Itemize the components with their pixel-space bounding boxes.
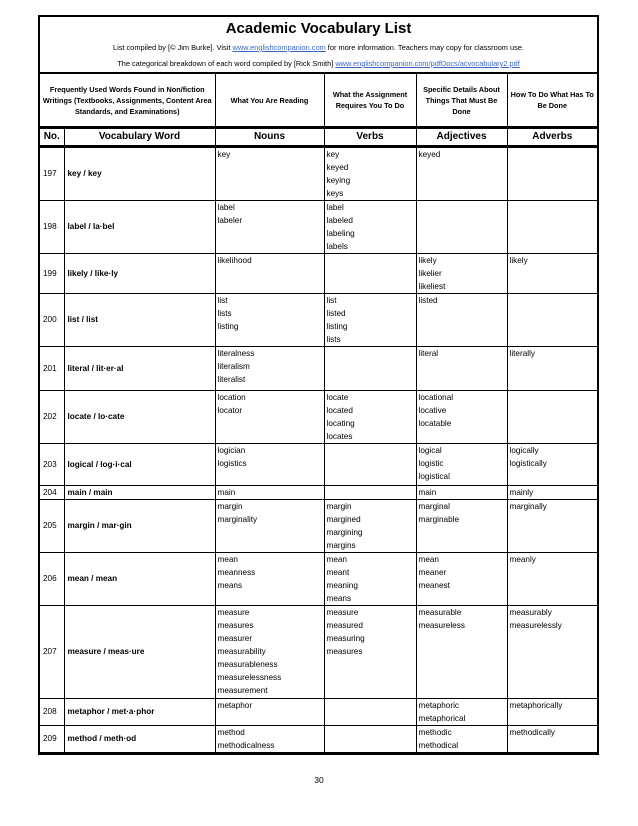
word-number: 208 [40,698,64,725]
noun-form: main [217,487,236,497]
adjectives-cell [416,390,507,443]
noun-form: lists [217,308,232,318]
column-nouns: Nouns [215,129,324,146]
verbs-cell [324,443,416,485]
adverb-form: literally [509,348,535,358]
vocabulary-word: list / list [64,293,215,346]
verb-form: locating [326,418,355,428]
adverbs-cell [507,293,597,346]
vocabulary-sheet [38,15,599,755]
verbs-cell [324,499,416,552]
vocab-row [40,552,597,605]
adverbs-cell [507,346,597,390]
nouns-cell [215,443,324,485]
verb-form: keys [326,188,344,198]
category-specific-details: Specific Details About Things That Must Be Done [416,73,507,127]
page-number: 30 [314,775,324,785]
nouns-cell [215,698,324,725]
verb-form: listed [326,308,346,318]
vocab-row [40,443,597,485]
adverbs-cell [507,390,597,443]
vocabulary-word: mean / mean [64,552,215,605]
verb-form: listing [326,321,348,331]
adverb-form: logistically [509,458,547,468]
word-number: 198 [40,200,64,253]
nouns-cell [215,552,324,605]
verb-form: label [326,202,344,212]
adjectives-cell [416,293,507,346]
vocab-row [40,200,597,253]
adjectives-cell [416,200,507,253]
verbs-cell [324,725,416,752]
verb-form: key [326,149,340,159]
word-number: 202 [40,390,64,443]
adjectives-cell [416,346,507,390]
verb-form: locate [326,392,349,402]
adverbs-cell [507,499,597,552]
adjectives-cell [416,443,507,485]
vocab-row [40,147,597,200]
noun-form: margin [217,501,243,511]
verb-form: mean [326,554,347,564]
adjectives-cell [416,725,507,752]
adverbs-cell [507,200,597,253]
adverb-form: marginally [509,501,547,511]
credit-link[interactable]: www.englishcompanion.com [232,43,326,52]
adjective-form: meanest [418,580,450,590]
verb-form: means [326,593,352,603]
noun-form: measurement [217,685,268,695]
word-number: 207 [40,605,64,698]
noun-form: literalness [217,348,255,358]
verbs-cell [324,390,416,443]
word-number: 204 [40,485,64,499]
breakdown-prefix: The categorical breakdown of each word compiled by [Rick Smith] [117,59,336,68]
adjective-form: metaphoric [418,700,460,710]
verb-form: margin [326,501,352,511]
verbs-cell [324,605,416,698]
adjective-form: locatable [418,418,452,428]
vocab-row [40,390,597,443]
noun-form: metaphor [217,700,253,710]
verbs-cell [324,200,416,253]
vocabulary-word: measure / meas·ure [64,605,215,698]
verb-form: located [326,405,353,415]
verb-form: meant [326,567,350,577]
word-number: 206 [40,552,64,605]
nouns-cell [215,725,324,752]
column-adverbs: Adverbs [507,129,597,146]
vocabulary-word: logical / log·i·cal [64,443,215,485]
adjectives-cell [416,552,507,605]
noun-form: measurer [217,633,253,643]
adjective-form: locative [418,405,447,415]
noun-form: mean [217,554,238,564]
vocabulary-word: margin / mar·gin [64,499,215,552]
noun-form: method [217,727,245,737]
adverbs-cell [507,552,597,605]
adverb-form: measurably [509,607,552,617]
word-number: 205 [40,499,64,552]
adjective-form: marginable [418,514,460,524]
noun-form: likelihood [217,255,252,265]
verb-form: list [326,295,337,305]
word-number: 201 [40,346,64,390]
adjective-form: locational [418,392,454,402]
adjective-form: keyed [418,149,441,159]
adjective-form: main [418,487,437,497]
noun-form: list [217,295,228,305]
adjective-form: listed [418,295,438,305]
column-header [40,128,597,147]
credit-prefix: List compiled by [© Jim Burke]. Visit [112,43,233,52]
nouns-cell [215,499,324,552]
verbs-cell [324,552,416,605]
vocabulary-word: key / key [64,147,215,200]
noun-form: measurability [217,646,266,656]
credit-line [40,38,597,55]
adjectives-cell [416,147,507,200]
adjective-form: likeliest [418,281,446,291]
word-number: 209 [40,725,64,752]
adjective-form: logical [418,445,442,455]
credit-suffix: for more information. Teachers may copy for classroom use. [325,43,524,52]
adjective-form: measureless [418,620,465,630]
column-vocabulary-word: Vocabulary Word [64,129,215,146]
word-number: 199 [40,253,64,293]
vocabulary-table [40,147,597,753]
vocab-row [40,293,597,346]
noun-form: meanness [217,567,256,577]
adverb-form: meanly [509,554,536,564]
vocabulary-word: literal / lit·er·al [64,346,215,390]
verb-form: margins [326,540,356,550]
adverbs-cell [507,485,597,499]
adjective-form: measurable [418,607,462,617]
adverb-form: likely [509,255,528,265]
word-number: 203 [40,443,64,485]
verb-form: labeling [326,228,355,238]
adjectives-cell [416,253,507,293]
vocabulary-word: metaphor / met·a·phor [64,698,215,725]
vocabulary-word: main / main [64,485,215,499]
category-assignment-requires: What the Assignment Requires You To Do [324,73,416,127]
adverbs-cell [507,147,597,200]
adjective-form: marginal [418,501,450,511]
noun-form: literalism [217,361,250,371]
adjective-form: likelier [418,268,442,278]
nouns-cell [215,390,324,443]
vocab-row [40,485,597,499]
vocab-row [40,605,597,698]
verb-form: labels [326,241,348,251]
noun-form: label [217,202,235,212]
adjective-form: mean [418,554,439,564]
noun-form: measures [217,620,254,630]
adjective-form: logistic [418,458,444,468]
adjective-form: meaner [418,567,447,577]
verb-form: lists [326,334,341,344]
vocabulary-word: method / meth·od [64,725,215,752]
vocabulary-word: likely / like·ly [64,253,215,293]
noun-form: means [217,580,243,590]
verb-form: measures [326,646,363,656]
noun-form: key [217,149,231,159]
verb-form: labeled [326,215,353,225]
vocab-row [40,698,597,725]
adjective-form: metaphorical [418,713,466,723]
adjectives-cell [416,485,507,499]
adjectives-cell [416,605,507,698]
breakdown-line [40,55,597,72]
adverb-form: methodically [509,727,556,737]
noun-form: logician [217,445,246,455]
vocabulary-word: label / la·bel [64,200,215,253]
verb-form: keying [326,175,351,185]
vocab-row [40,499,597,552]
noun-form: labeler [217,215,243,225]
verbs-cell [324,346,416,390]
verbs-cell [324,698,416,725]
column-verbs: Verbs [324,129,416,146]
vocabulary-word: locate / lo·cate [64,390,215,443]
nouns-cell [215,293,324,346]
column-number: No. [40,129,64,146]
adjective-form: logistical [418,471,450,481]
noun-form: methodicalness [217,740,275,750]
nouns-cell [215,200,324,253]
page-title: Academic Vocabulary List [225,20,412,37]
adverbs-cell [507,253,597,293]
verbs-cell [324,485,416,499]
noun-form: literalist [217,374,246,384]
category-what-you-are-reading: What You Are Reading [215,73,324,127]
adverb-form: mainly [509,487,534,497]
verb-form: locates [326,431,353,441]
verb-form: measure [326,607,359,617]
category-how-to-do: How To Do What Has To Be Done [507,73,597,127]
adverb-form: logically [509,445,539,455]
category-frequently-used: Frequently Used Words Found in Non/fiction Writings (Textbooks, Assignments, Content Area Standards, and Examinations) [40,73,215,127]
verb-form: margined [326,514,361,524]
noun-form: measurelessness [217,672,282,682]
noun-form: measurableness [217,659,278,669]
vocab-row [40,253,597,293]
verb-form: measuring [326,633,365,643]
adverbs-cell [507,605,597,698]
column-adjectives: Adjectives [416,129,507,146]
adverbs-cell [507,725,597,752]
noun-form: listing [217,321,239,331]
adjectives-cell [416,698,507,725]
verbs-cell [324,147,416,200]
vocab-row [40,725,597,752]
vocab-row [40,346,597,390]
adjective-form: methodic [418,727,452,737]
noun-form: locator [217,405,243,415]
adjective-form: methodical [418,740,459,750]
verb-form: keyed [326,162,349,172]
noun-form: logistics [217,458,247,468]
adverb-form: metaphorically [509,700,563,710]
adjective-form: literal [418,348,439,358]
breakdown-link[interactable]: www.englishcompanion.com/pdfDocs/acvocabulary2.pdf [335,59,520,68]
noun-form: location [217,392,246,402]
nouns-cell [215,253,324,293]
verb-form: meaning [326,580,358,590]
verbs-cell [324,293,416,346]
verb-form: measured [326,620,363,630]
word-number: 200 [40,293,64,346]
nouns-cell [215,147,324,200]
adjectives-cell [416,499,507,552]
noun-form: marginality [217,514,258,524]
word-number: 197 [40,147,64,200]
verbs-cell [324,253,416,293]
category-header [40,72,597,128]
adverbs-cell [507,443,597,485]
adjective-form: likely [418,255,437,265]
nouns-cell [215,485,324,499]
verb-form: margining [326,527,363,537]
nouns-cell [215,346,324,390]
noun-form: measure [217,607,250,617]
nouns-cell [215,605,324,698]
adverb-form: measurelessly [509,620,562,630]
adverbs-cell [507,698,597,725]
